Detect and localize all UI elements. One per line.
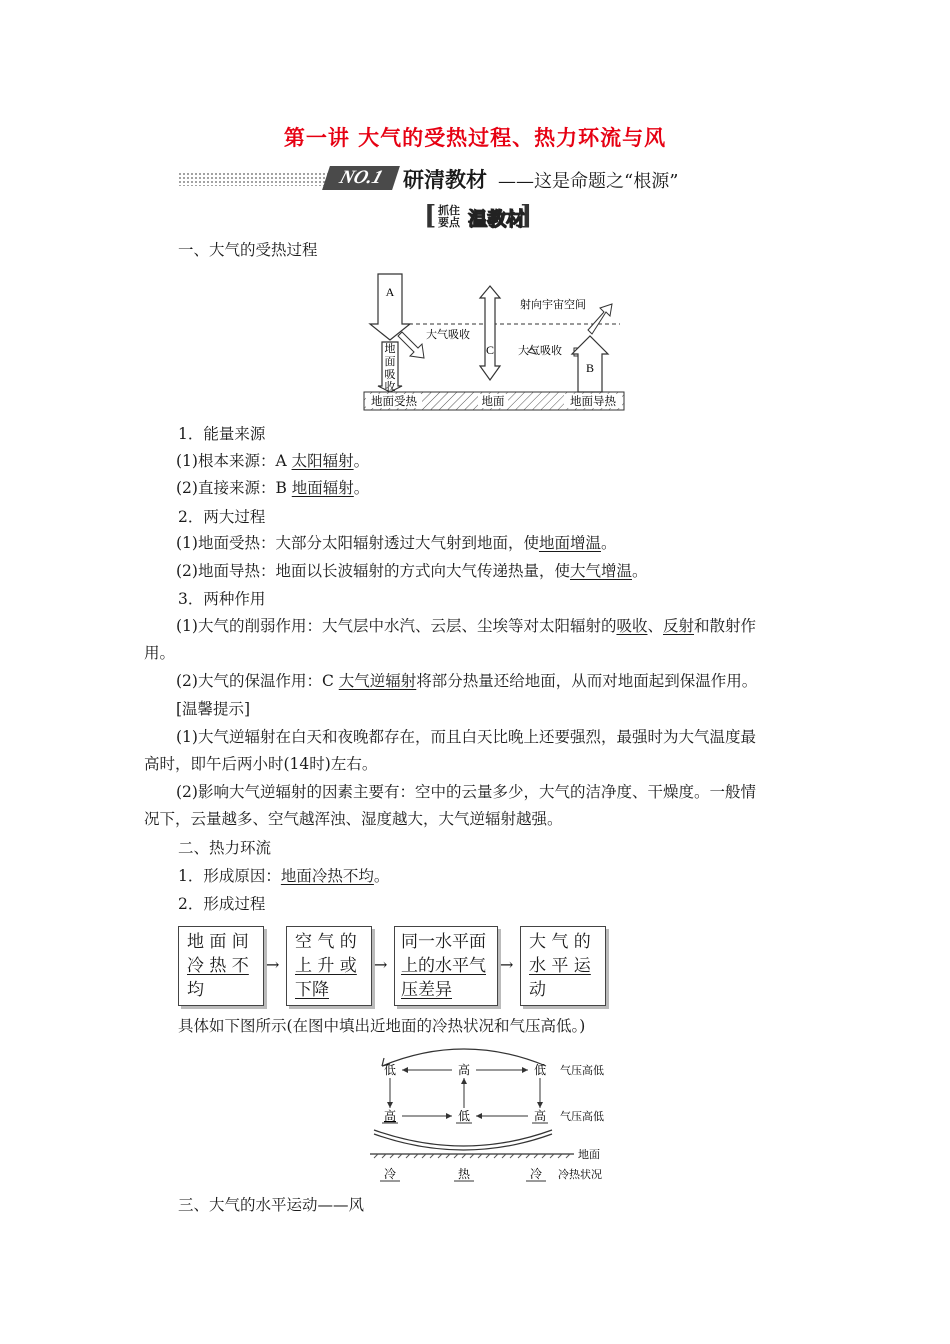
- circulation-desc: 具体如下图所示(在图中填出近地面的冷热状况和气压高低。): [178, 1017, 586, 1035]
- energy-1-answer: 太阳辐射: [291, 452, 354, 470]
- flow-arrow-3: →: [500, 955, 514, 974]
- effects-2-post: 将部分热量还给地面，从而对地面起到保温作用。: [416, 672, 758, 690]
- top-center-pressure: 高: [457, 1063, 471, 1077]
- flow-2-line-2: 上 升 或: [295, 956, 357, 976]
- cause-post: 。: [373, 867, 390, 885]
- process-line-2: [176, 561, 648, 581]
- ground-label: 地面: [578, 1148, 600, 1161]
- process-1-answer: 地面增温: [538, 534, 601, 552]
- flow-arrow-2: →: [374, 955, 388, 974]
- effects-line-2: [176, 671, 757, 691]
- effects-1-pre: (1)大气的削弱作用：大气层中水汽、云层、尘埃等对太阳辐射的: [176, 617, 617, 635]
- bottom-right-pressure: 高: [533, 1109, 547, 1123]
- banner-subtitle: ——这是命题之“根源”: [498, 171, 679, 192]
- flow-1-line-1: 地 面 间: [187, 932, 249, 952]
- cause-line: [178, 866, 389, 886]
- effects-1-answer-1: 吸收: [616, 617, 648, 635]
- flow-1-line-3: 均: [187, 980, 204, 1000]
- effects-1-post: 和散射作: [694, 617, 757, 635]
- circulation-diagram: [360, 1038, 620, 1188]
- process-2-pre: (2)地面导热：地面以长波辐射的方式向大气传递热量，使: [176, 562, 570, 580]
- label-space: 射向宇宙空间: [520, 298, 586, 311]
- temp-center: 热: [457, 1167, 471, 1181]
- effects-2-answer: 大气逆辐射: [338, 672, 417, 690]
- effects-line-1-cont: 用。: [144, 644, 176, 662]
- label-c: C: [485, 343, 495, 357]
- bottom-center-pressure: 低: [457, 1109, 471, 1123]
- energy-1-pre: (1)根本来源：A: [176, 452, 292, 470]
- ground-absorb-2: 面: [384, 355, 396, 368]
- flow-box-4: [520, 926, 606, 1006]
- flow-4-line-1: 大 气 的: [529, 932, 591, 952]
- tag-small-1: 抓住: [438, 204, 460, 217]
- temp-label: 冷热状况: [558, 1168, 602, 1181]
- tip-1a: (1)大气逆辐射在白天和夜晚都存在，而且白天比晚上还要强烈，最强时为大气温度最: [176, 728, 756, 746]
- top-left-pressure: 低: [383, 1063, 397, 1077]
- section1-heading: 一、大气的受热过程: [178, 241, 318, 259]
- top-pressure-label: 气压高低: [560, 1064, 604, 1077]
- banner-title: 研清教材: [403, 167, 487, 192]
- energy-2-pre: (2)直接来源：B: [176, 479, 292, 497]
- arrow-a: [370, 274, 410, 340]
- tip-2b: 况下，云量越多、空气越浑浊、湿度越大，大气逆辐射越强。: [144, 810, 563, 828]
- bottom-left-pressure: 高: [383, 1109, 397, 1123]
- flow-4-line-3: 动: [529, 980, 546, 1000]
- tag-big: 温教材: [468, 208, 526, 230]
- top-right-pressure: 低: [533, 1063, 547, 1077]
- ground-absorb-3: 吸: [384, 368, 396, 381]
- effects-2-pre: (2)大气的保温作用：C: [176, 672, 339, 690]
- tag-small: [438, 205, 466, 229]
- energy-2-answer: 地面辐射: [291, 479, 354, 497]
- flow-3-line-3: 压差异: [401, 980, 452, 1000]
- tip-2a: (2)影响大气逆辐射的因素主要有：空中的云量多少，大气的洁净度、干燥度。一般情: [176, 783, 756, 801]
- label-ground: 地面: [481, 394, 505, 408]
- heating-diagram: [360, 268, 630, 413]
- flow-1-line-2: 冷 热 不: [187, 956, 249, 976]
- label-absorb-1: 大气吸收: [426, 328, 470, 341]
- label-ground-conduct: 地面导热: [570, 394, 616, 408]
- section3-heading: 三、大气的水平运动——风: [178, 1196, 365, 1214]
- process-title: 2．两大过程: [178, 508, 266, 526]
- temp-right: 冷: [529, 1167, 543, 1181]
- process-1-pre: (1)地面受热：大部分太阳辐射透过大气射到地面，使: [176, 534, 539, 552]
- process-2-post: 。: [631, 562, 648, 580]
- cause-answer: 地面冷热不均: [280, 867, 374, 885]
- flow-2-line-1: 空 气 的: [295, 932, 357, 952]
- tag-small-2: 要点: [438, 216, 460, 229]
- bracket-left: [: [424, 201, 437, 231]
- section-banner: [178, 166, 738, 192]
- effects-line-1: [176, 616, 756, 636]
- flow-4-line-2: 水 平 运: [529, 956, 591, 976]
- label-ground-heat: 地面受热: [371, 394, 417, 408]
- flow-2-line-3: 下降: [295, 980, 329, 1000]
- process2-title: 2．形成过程: [178, 895, 266, 913]
- process-2-answer: 大气增温: [569, 562, 632, 580]
- arrow-space: [588, 304, 612, 334]
- banner-dots: [178, 172, 328, 186]
- energy-2-post: 。: [353, 479, 370, 497]
- ground-absorb-1: 地: [384, 342, 396, 355]
- energy-line-1: [176, 451, 369, 471]
- effects-1-mid: 、: [647, 617, 663, 635]
- section-tag: [424, 201, 533, 231]
- effects-1-answer-2: 反射: [663, 617, 695, 635]
- bottom-pressure-label: 气压高低: [560, 1110, 604, 1123]
- process-1-post: 。: [600, 534, 617, 552]
- energy-title: 1．能量来源: [178, 425, 266, 443]
- bracket-right: ]: [520, 201, 533, 231]
- temp-left: 冷: [383, 1167, 397, 1181]
- energy-1-post: 。: [353, 452, 370, 470]
- label-absorb-2: 大气吸收: [518, 344, 562, 357]
- flow-3-line-1: 同一水平面: [401, 932, 486, 952]
- arrow-c: [480, 286, 500, 380]
- flow-arrow-1: →: [266, 955, 280, 974]
- flow-3-line-2: 上的水平气: [401, 956, 486, 976]
- label-b: B: [585, 361, 595, 375]
- tip-title: [温馨提示]: [176, 700, 251, 718]
- cause-pre: 1．形成原因：: [178, 867, 281, 885]
- process-line-1: [176, 533, 617, 553]
- flow-box-2: [286, 926, 372, 1006]
- energy-line-2: [176, 478, 369, 498]
- arrow-absorb-left: [398, 332, 424, 358]
- tip-1b: 高时，即午后两小时(14时)左右。: [144, 755, 378, 773]
- label-a: A: [385, 285, 395, 299]
- page-title: 第一讲 大气的受热过程、热力环流与风: [283, 125, 667, 150]
- flow-box-1: [178, 926, 264, 1006]
- ground-absorb-4: 收: [384, 380, 396, 393]
- section2-heading: 二、热力环流: [178, 839, 272, 857]
- banner-number: NO.1: [322, 166, 400, 190]
- effects-title: 3．两种作用: [178, 590, 266, 608]
- flow-box-3: [394, 926, 498, 1006]
